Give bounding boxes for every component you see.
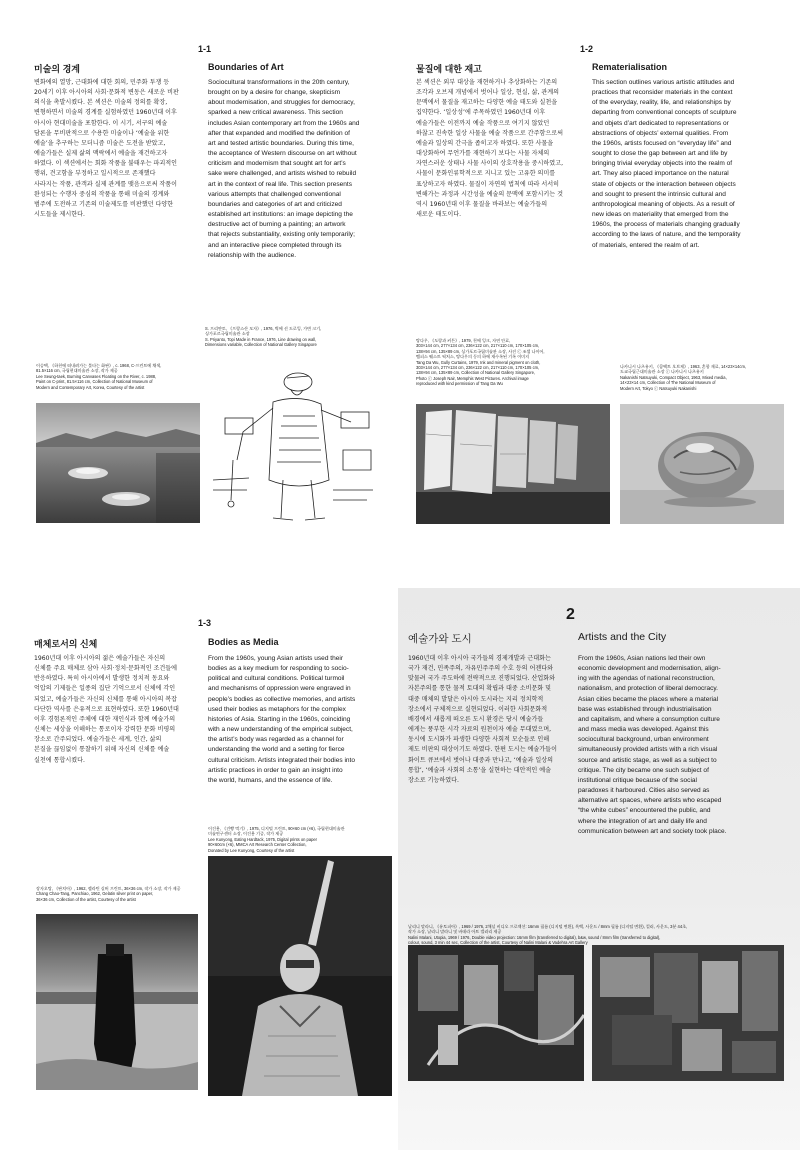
gully-curtains-photo [416, 404, 610, 524]
caption-lee-seungtaek: 이승택, 《하천에 떠내려가는 불타는 화판》, c. 1968, C-프린트에 채색, 81.5×116 cm, 국립현대미술관 소장, 작가 제공 Lee Seung-taek, Burning Canvases Floating on the River, c. 1988, Paint on C-print, 81.5×116 cm, Collection of National Museum of Modern and Contemporary Art, Korea, Courtesy of the artist [36, 363, 162, 390]
section-title-ko: 미술의 경계 [34, 64, 80, 74]
section-title-ko: 예술가와 도시 [408, 633, 472, 645]
section-text-ko: 1960년대 이후 아시아 국가들의 경제개발과 근대화는 국가 재건, 민족주의, 자유민주주의 수호 등의 어젠다와 맞물려 국가 주도하에 전략적으로 진행되었다. 산업화와 자본주의를 통한 물적 토대의 확립과 대중 소비문화 및 대중 매체의 발달은 아시아 도시라는 지리 정치학적 장소에서 구체적으로 실현되었다. 이러한 사회문화적 배경에서 새롭게 떠오른 도시 환경은 당시 예술가들 에게는 풍부한 시각 자료의 원천이자 예술 무대였으며, 동시에 도시화가 파생한 다양한 사회적 모순들로 인해 제도 비판의 대상이기도 하였다. 한편 도시는 예술가들이 화이트 큐브에서 벗어나 대중과 만나고, ‘예술과 일상의 통합’, ‘예술과 사회의 소통’을 실현하는 대안적인 예술 장소로 기능하였다. [408, 655, 557, 784]
section-text-ko: 1960년대 이후 아시아의 젊은 예술가들은 자신의 신체를 주요 매체로 삼아 사회·정치·문화적인 조건들에 반응하였다. 특히 아시아에서 발생한 정치적 동요와 억압의 기제들은 일종의 집단 기억으로서 신체에 각인 되었고, 예술가들은 자신의 신체를 통해 아시아의 복잡 다단한 역사를 은유적으로 표현하였다. 또한 1960년대 이후 경험론적인 주체에 대한 재인식과 함께 예술가의 신체는 세상을 이해하는 통로이자 강력한 문화 비평의 장소로 간주되었다. 예술가들은 세계, 인간, 삶의 본질을 끊임없이 통찰하기 위해 자신의 신체를 예술 실천에 통합시켰다. [34, 655, 179, 764]
section-text-en: From the 1960s, Asian nations led their own economic development and modernisation, align- ing with the agendas of national reconstruction, nationalism, and protection of liberal democracy. Asian cities became the places where a material base was established through industrialisation and capitalism, and where a consumption culture and mass media was developed. Against this sociocultural background, urban environment simultaneously provided artists with a rich visual source and artistic stage, as well as a subject to critique. The city became one such subject of institutional critique because of the social paradoxes it harboured. Cities also served as alternative art spaces, where artists who escaped “the white cubes” encountered the public, and where the integration of art and daily life and communication between art and society took place. [578, 655, 727, 835]
caption-lee-kunyong: 이건용, 《건빵 먹기》, 1975, 디지털 프린트, 90×60 cm (×6), 국립현대미술관 미술연구센터 소장, 이건용 기증, 작가 제공 Lee Kunyong, Eating Hardtack, 1975, Digital prints on paper 90×60cm (×6), MMCA Art Research Center Collection, Donated by Lee Kunyong, Courtesy of the artist [208, 826, 345, 853]
panchiao-photo [36, 914, 198, 1090]
section-title-en: Artists and the City [578, 631, 667, 643]
section-title-en: Rematerialisation [592, 62, 668, 72]
utopia-video-still-1 [408, 945, 584, 1081]
section-text-ko: 본 섹션은 외부 대상을 재현하거나 추상화하는 기존의 조각과 오브제 개념에서 벗어나 일상, 현실, 삶, 관계의 문맥에서 물질을 재고하는 다양한 예술 태도와 실천을 집약한다. ‘일상성’에 주목하였던 1960년대 이후 예술가들은 이전까지 예술 작품으로 여기지 않았던 하찮고 진속한 일상 사물을 예술 작품으로 간주함으로써 예술과 일상의 간극을 좁히고자 하였다. 또한 사물을 대상화하여 무언가를 재현하기 보다는 사물 자체의 자연스러운 상태나 사물 사이의 상호작용을 중시하였고, 사물이 문화인류학적으로 지니고 있는 고유한 의미를 표상하고자 하였다. 물질이 자연의 법칙에 따라 서서히 변해가는 과정과 시간성을 예술의 문맥에 포함시키는 것 역시 1960년대 이후 물질을 바라보는 예술가들의 새로운 태도이다. [416, 79, 564, 219]
caption-nakanishi: 나카니시 나츠유키, 《콤팩트 오브제》, 1963, 혼합 재료, 14×23×14cm, 도쿄국립근대미술관 소장 ⓒ 나카니시 나츠유키 Nakanishi Natsuyuki, Compact Object, 1963, Mixed media, 14×23×14 cm, Collection of The National Museum of Modern Art, Tokyo ⓒ Natsuyuki Nakanishi [620, 364, 747, 391]
caption-priyanto: S. 프리얀토, 《프랑스산 모자》, 1976, 벽에 선 드로잉, 가변 크기, 싱가포르국립미술관 소장 S. Priyanto, Topi Made in France, 1976, Line drawing on wall, Dimensions variable, Collection of National Gallery Singapore [205, 326, 322, 348]
utopia-video-still-2 [592, 945, 784, 1081]
section-title-en: Bodies as Media [208, 637, 279, 647]
topi-drawing [203, 360, 383, 530]
caption-tang-dawu: 탕다우, 《도랑과 커튼》, 1979, 천에 잉크, 자연 안료, 303×144 cm, 277×134 cm, 236×122 cm, 217×110 cm, 170×105 cm, 138×94 cm, 135×89 cm, 싱가포르국립미술관 소장, 사진 ⓒ 조셉 나이어, 멤피스 웨스트 픽처스, 탕다우의 동의 하에 재수록된 기록 이미지 Tang Da Wu, Gully Curtains, 1979, Ink and mineral pigment on cloth, 303×144 cm, 277×134 cm, 236×122 cm, 217×110 cm, 170×105 cm, 138×94 cm, 135×89 cm, Collection of National Gallery Singapore, Photo ⓒ Joseph Nair, Memphis West Pictures. Archival image reproduced with kind permission of Tang Da Wu [416, 338, 545, 387]
section-text-ko: 변화에의 열망, 근대화에 대한 회의, 민주화 투쟁 등 20세기 이후 아시아의 사회·문화적 변동은 새로운 비판 의식을 촉발시켰다. 본 섹션은 미술의 정의를 확장, 변형하면서 미술의 경계를 실험하였던 1960년대 이후 아시아 현대미술을 포함한다. 이 시기, 서구의 예술 담론을 무비판적으로 수용한 미술이나 ‘예술을 위한 예술’을 추구하는 모더니즘 미술은 도전을 받았고, 예술가들은 실제 삶의 맥락에서 예술을 재건하고자 하였다. 이 섹션에서는 회화 작품을 불태우는 파괴적인 행위, 견고함을 부정하고 일시적으로 존재했다 사라지는 작품, 관객과 실제 관계를 맺음으로써 작품이 완성되는 수행자 중심의 작품을 통해 미술의 경계와 범주에 도전하고 기존의 미술제도를 비판했던 다양한 시도들을 제시한다. [34, 79, 179, 219]
section-text-en: From the 1960s, young Asian artists used their bodies as a key medium for responding to socio- political and cultural conditions. Political turmoil and mechanisms of oppression were engraved in people’s bodies as collective memories, and artists used their bodies as metaphors for the complex histories of Asia. Starting in the 1960s, coinciding with a new understanding of the empirical subject, the artist’s body was regarded as a channel for understanding the world and a setting for fierce cultural criticism. Artists integrated their bodies into artistic practices in order to gain an insight into the world, humans, and the essence of life. [208, 655, 356, 784]
burning-canvases-photo [36, 403, 200, 523]
section-title-ko: 매체로서의 신체 [34, 639, 98, 649]
caption-nalini-malani: 날리니 말라니, 《유토피아》, 1969 / 1976, 2채널 비디오 프로젝션: 16mm 필름 (디지털 변환), 흑백, 사운드 / 8mm 필름 (디지털 변환), 컬러, 사운드, 3분 44초, 작가 소장, 날리니 말라니 및 바데라 아트 갤러리 제공 Nalini Malani, Utopia, 1969 / 1976, Double video projection: 16mm film (transferred to digital), b&w, sound / 8mm film (transferred to digital), colour, sound, 3 min 44 sec, Collection of the artist, Courtesy of Nalini Malani & Vadehra Art Gallery [408, 924, 688, 946]
caption-chang-chaotang: 장자오탕, 《판치아》, 1962, 젤라틴 실버 프린트, 36×36 cm, 작가 소장, 작가 제공 Chang Chao-Tang, Panchiao, 1962, Gelatin silver print on paper, 36×36 cm, Collection of the artist, Courtesy of the artist [36, 886, 181, 902]
eating-hardtack-photo [208, 856, 392, 1096]
section-title-en: Boundaries of Art [208, 62, 284, 72]
section-number-2: 2 [566, 606, 575, 623]
section-text-en: This section outlines various artistic attitudes and practices that reconsider materials in the context of the everyday, reality, life, and relationships by departing from conventional concepts of sculpture and objets d’art dedicated to representations or abstractions of objects’ external qualities. From the 1960s, artists focused on “everyday life” and sought to close the gap between art and life by bringing trivial everyday objects into the realm of art. They also placed importance on the natural state of objects or the interaction between objects and sought to present the intrinsic cultural and anthropological meaning of objects. As a result of new ideas on materiality that emerged from the 1960s, the process of materials changing gradually according to the laws of nature, and the temporality of materials, entered the realm of art. [592, 79, 741, 249]
section-title-ko: 물질에 대한 재고 [416, 64, 482, 74]
section-number-1-3: 1-3 [198, 618, 212, 628]
section-number-1-2: 1-2 [580, 44, 594, 54]
section-number-1-1: 1-1 [198, 44, 212, 54]
section-text-en: Sociocultural transformations in the 20th century, brought on by a desire for change, skepticism about modernisation, and struggles for democracy, sparked a new critical awareness. This section includes Asian contemporary art from the 1960s and after that expanded and modified the definition of art and tested artistic boundaries. During this time, the acceptance of Western discourse on art without criticism and modernism that sought art for art’s sake were challenged, and artists wished to rebuild art in the context of real life. This section presents various attempts that challenged conventional boundaries and categories of art and criticized established art institutions: an image depicting the destructive act of burning a painting; an artwork that rejects substantiality, existing only temporarily; and an interactive piece completed through its relationship with the audience. [208, 79, 360, 259]
compact-object-photo [620, 404, 784, 524]
